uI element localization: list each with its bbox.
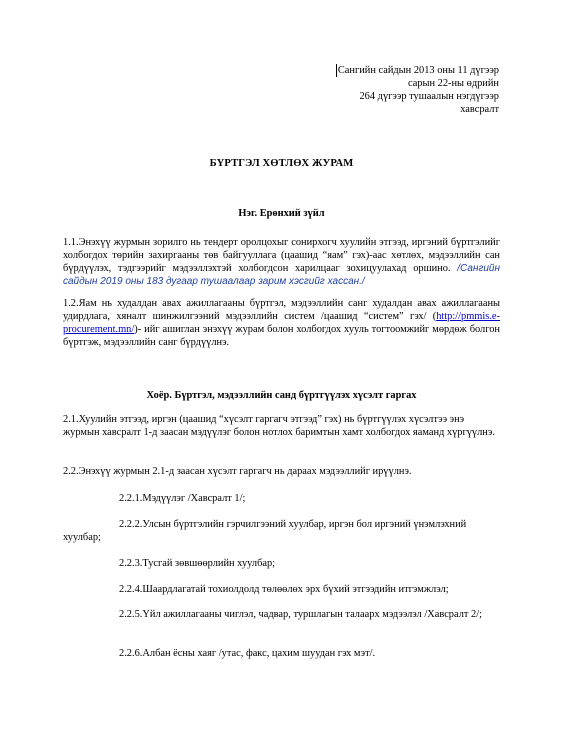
paragraph-1-1-text: 1.1.Энэхүү журмын зорилго нь тендерт оролцохыг сонирхогч хуулийн этгээд, иргэний бүртгэлийг холбогдох төрийн захиргааны төв байгууллага (цаашид “яам” гэх)-аас хөтлөх, мэдээллийн сан бүрдүүлэх, тэдгээрийг мэдээллэхтэй холбогдсон харилцааг зохицуулахад оршино. — [63, 237, 500, 274]
paragraph-1-2-text-b: )- ийг ашиглан энэхүү журам болон холбогдох хууль тогтоомжийг мөрдөж болгон бүртгэж, мэдээллийн санг бүрдүүлнэ. — [63, 324, 500, 348]
paragraph-1-2 — [63, 297, 500, 349]
header-line-2: сарын 22-ны өдрийн — [407, 78, 499, 89]
list-item: 2.2.6.Албан ёсны хаяг /утас, факс, цахим шуудан гэх мэт/. — [119, 648, 376, 659]
section-1-heading: Нэг. Ерөнхий зүйл — [238, 208, 325, 219]
document-title: БҮРТГЭЛ ХӨТЛӨХ ЖУРАМ — [209, 158, 354, 169]
amendment-note: /Сангийн сайдын 2019 оны 183 дугаар тушаалаар зарим хэсгийг хассан./ — [63, 263, 500, 287]
list-item: 2.2.1.Мэдүүлэг /Хавсралт 1/; — [119, 493, 246, 504]
paragraph-1-2-text-a: 1.2.Яам нь худалдан авах ажиллагааны бүртгэл, мэдээллийн санг худалдан авах ажиллагааны удирдлага, хяналт шинжилгээний мэдээллийн систем /цаашид “систем” гэх/ ( — [63, 298, 500, 322]
list-item: 2.2.4.Шаардлагатай тохиолдолд төлөөлөх эрх бүхий этгээдийн итгэмжлэл; — [119, 584, 449, 595]
header-line-1: Сангийн сайдын 2013 оны 11 дүгээр — [337, 65, 499, 76]
section-2-heading: Хоёр. Бүртгэл, мэдээллийн санд бүртгүүлэх хүсэлт гаргах — [146, 390, 417, 401]
list-item: 2.2.3.Тусгай зөвшөөрлийн хуулбар; — [119, 558, 276, 569]
list-item: 2.2.2.Улсын бүртгэлийн гэрчилгээний хуулбар, иргэн бол иргэний үнэмлэхний хуулбар; — [63, 519, 467, 543]
paragraph-2-2: 2.2.Энэхүү журмын 2.1-д заасан хүсэлт гаргагч нь дараах мэдээллийг ирүүлнэ. — [63, 466, 412, 477]
list-item: 2.2.5.Үйл ажиллагааны чиглэл, чадвар, туршлагын талаарх мэдээлэл /Хавсралт 2/; — [119, 609, 482, 620]
attachment-header — [336, 64, 499, 116]
paragraph-2-1: 2.1.Хуулийн этгээд, иргэн (цаашид “хүсэлт гаргагч этгээд” гэх) нь бүртгүүлэх хүсэлтээ энэ журмын хавсралт 1-д заасан мэдүүлэг болон нотлох баримтын хамт холбогдох яаманд хүргүүлнэ. — [63, 414, 495, 438]
paragraph-1-1 — [63, 236, 500, 288]
header-line-3: 264 дүгээр тушаалын нэгдүгээр — [359, 91, 499, 102]
header-line-4: хавсралт — [460, 104, 499, 115]
pmmis-link[interactable]: http://pmmis.e-procurement.mn/ — [63, 311, 500, 335]
